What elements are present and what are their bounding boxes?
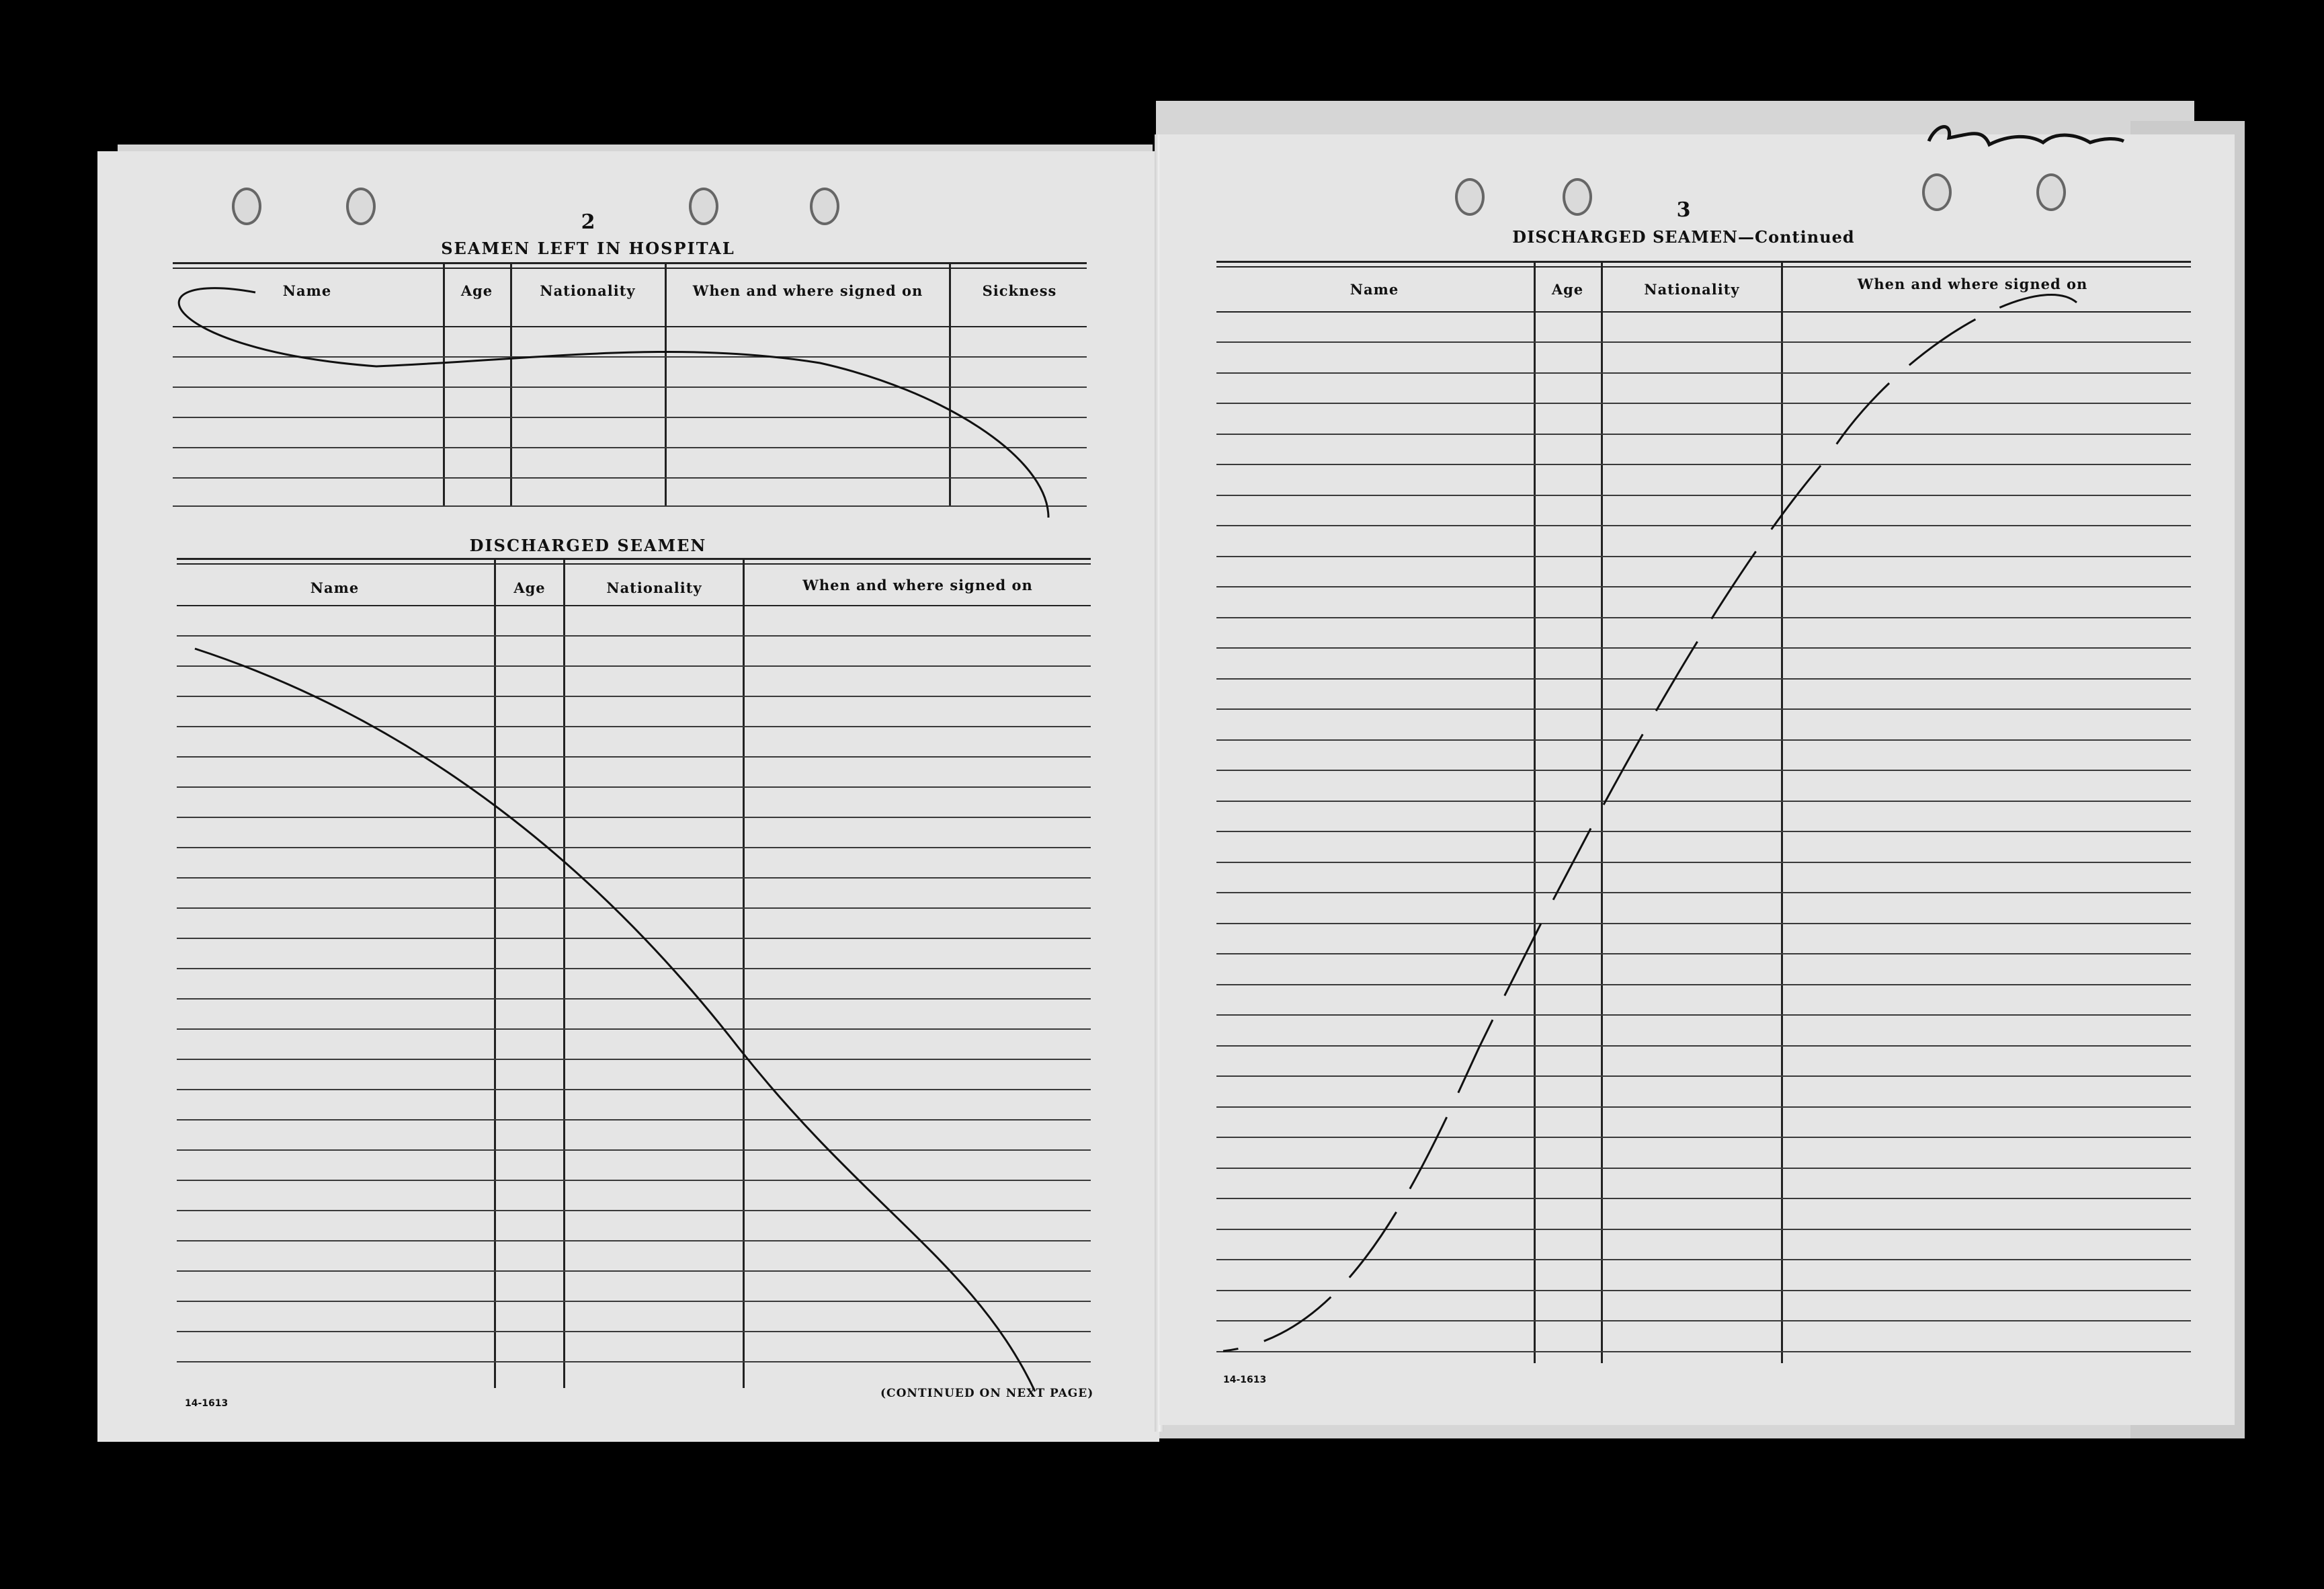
row-rule <box>1216 341 2191 343</box>
row-rule <box>177 1089 1091 1090</box>
punch-hole <box>1563 178 1592 216</box>
column-header-name: Name <box>1350 281 1399 298</box>
row-rule <box>1216 862 2191 863</box>
row-rule <box>1216 831 2191 832</box>
column-header-sickness: Sickness <box>982 282 1057 299</box>
row-rule <box>1216 1137 2191 1138</box>
column-header-nationality: Nationality <box>540 282 636 299</box>
row-rule <box>1216 1229 2191 1230</box>
row-rule <box>177 907 1091 909</box>
column-header-name: Name <box>282 282 332 299</box>
row-rule <box>177 1361 1091 1362</box>
row-rule <box>177 1301 1091 1302</box>
row-rule <box>177 877 1091 879</box>
column-header-nationality: Nationality <box>606 579 702 596</box>
row-rule <box>177 1149 1091 1151</box>
row-rule <box>1216 1320 2191 1321</box>
punch-hole <box>346 188 376 225</box>
column-header-age: Age <box>513 579 546 596</box>
column-header-signed-on: When and where signed on <box>1857 276 2088 292</box>
page-number: 3 <box>1676 198 1691 222</box>
row-rule <box>1216 1198 2191 1199</box>
row-rule <box>1216 617 2191 618</box>
hospital-rows <box>173 262 1087 518</box>
row-rule <box>1216 1290 2191 1291</box>
punch-hole <box>689 188 718 225</box>
form-code: 14-1613 <box>1223 1375 1267 1385</box>
row-rule <box>1216 495 2191 496</box>
row-rule <box>1216 1014 2191 1016</box>
row-rule <box>1216 372 2191 374</box>
row-rule <box>1216 892 2191 893</box>
discharged-continued-title: DISCHARGED SEAMEN—Continued <box>1512 227 1855 247</box>
punch-hole <box>1922 173 1952 211</box>
left-page <box>97 151 1159 1442</box>
row-rule <box>1216 1351 2191 1352</box>
row-rule <box>177 938 1091 939</box>
row-rule <box>1216 434 2191 435</box>
row-rule <box>177 786 1091 788</box>
row-rule <box>177 1028 1091 1030</box>
row-rule <box>1216 923 2191 924</box>
row-rule <box>1216 1168 2191 1169</box>
hospital-table <box>173 262 1087 518</box>
column-header-age: Age <box>1551 281 1584 298</box>
row-rule <box>177 1180 1091 1181</box>
row-rule <box>1216 1259 2191 1260</box>
column-header-signed-on: When and where signed on <box>692 282 923 299</box>
row-rule <box>177 665 1091 667</box>
column-header-name: Name <box>310 579 360 596</box>
row-rule <box>1216 801 2191 802</box>
continued-note: (CONTINUED ON NEXT PAGE) <box>880 1387 1094 1400</box>
punch-hole <box>232 188 261 225</box>
column-header-signed-on: When and where signed on <box>802 577 1033 594</box>
row-rule <box>177 1119 1091 1121</box>
row-rule <box>1216 586 2191 587</box>
row-rule <box>1216 708 2191 710</box>
row-rule <box>1216 770 2191 771</box>
discharged-continued-rows <box>1216 261 2191 1363</box>
row-rule <box>177 998 1091 1000</box>
row-rule <box>1216 647 2191 649</box>
punch-hole <box>1455 178 1485 216</box>
row-rule <box>177 847 1091 848</box>
row-rule <box>177 1240 1091 1241</box>
row-rule <box>1216 464 2191 465</box>
hospital-section-title: SEAMEN LEFT IN HOSPITAL <box>441 239 735 258</box>
punch-hole <box>810 188 839 225</box>
row-rule <box>1216 403 2191 404</box>
row-rule <box>177 968 1091 969</box>
row-rule <box>1216 1075 2191 1077</box>
row-rule <box>1216 984 2191 985</box>
row-rule <box>177 726 1091 727</box>
row-rule <box>177 1331 1091 1332</box>
row-rule <box>1216 953 2191 954</box>
row-rule <box>1216 678 2191 680</box>
discharged-section-title: DISCHARGED SEAMEN <box>469 536 707 555</box>
punch-hole <box>2036 173 2066 211</box>
form-code: 14-1613 <box>185 1398 229 1409</box>
row-rule <box>1216 1106 2191 1108</box>
row-rule <box>177 1270 1091 1272</box>
row-rule <box>1216 1045 2191 1047</box>
row-rule <box>1216 525 2191 526</box>
page-number: 2 <box>581 210 595 234</box>
row-rule <box>177 817 1091 818</box>
row-rule <box>177 635 1091 637</box>
row-rule <box>177 1210 1091 1211</box>
row-rule <box>1216 556 2191 557</box>
row-rule <box>177 1059 1091 1060</box>
discharged-continued-table <box>1216 261 2191 1363</box>
row-rule <box>177 696 1091 697</box>
row-rule <box>177 756 1091 758</box>
column-header-nationality: Nationality <box>1644 281 1740 298</box>
column-header-age: Age <box>460 282 493 299</box>
right-page <box>1159 134 2235 1425</box>
row-rule <box>1216 739 2191 741</box>
